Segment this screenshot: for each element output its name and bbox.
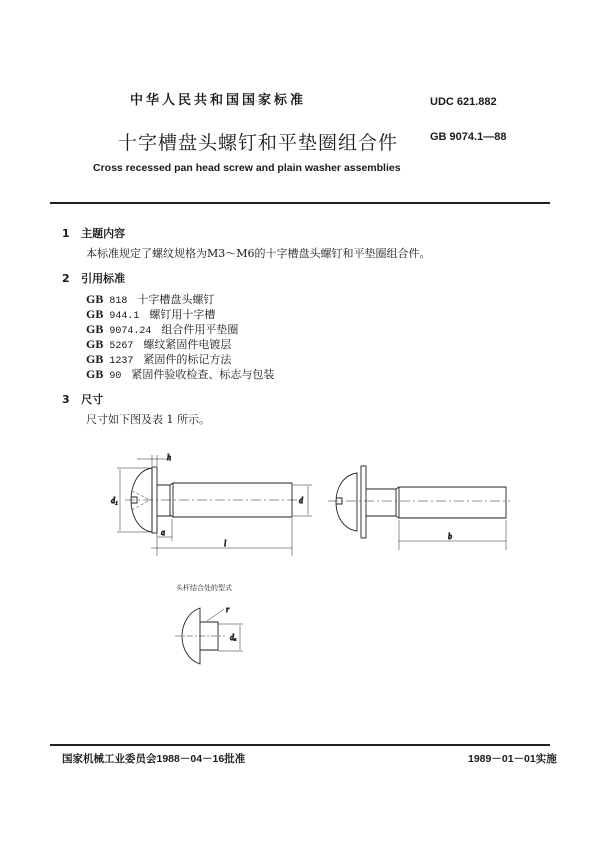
reference-item: GB 9074.24 组合件用平垫圈 — [86, 322, 239, 337]
reference-item: GB 5267 螺纹紧固件电镀层 — [86, 337, 232, 352]
dim-label-l: l — [224, 539, 227, 548]
reference-item: GB 90 紧固件验收检查、标志与包装 — [86, 367, 275, 382]
section-title: 引用标准 — [81, 272, 126, 285]
reference-item: GB 1237 紧固件的标记方法 — [86, 352, 232, 367]
dim-label-d: d — [299, 496, 303, 505]
udc-number: UDC 621.882 — [430, 96, 497, 108]
dim-label-r: r — [226, 605, 230, 614]
dim-label-da: dₐ — [230, 633, 237, 642]
section-number: 3 — [62, 393, 70, 406]
issuing-body: 中华人民共和国国家标准 — [130, 93, 307, 108]
reference-item: GB 944.1 螺钉用十字槽 — [86, 307, 216, 322]
footer-divider — [50, 744, 550, 746]
approval-info: 国家机械工业委员会1988－04－16批准 — [62, 753, 246, 765]
dim-label-b: b — [448, 532, 452, 541]
section-number: 1 — [62, 227, 70, 240]
standard-number: GB 9074.1—88 — [430, 131, 507, 143]
section-number: 2 — [62, 272, 70, 285]
reference-item: GB 818 十字槽盘头螺钉 — [86, 292, 215, 307]
screw-assembly-view — [117, 455, 312, 556]
section-1-text: 本标准规定了螺纹规格为M3～M6的十字槽盘头螺钉和平垫圈组合件。 — [86, 247, 431, 260]
dim-label-a: a — [161, 528, 165, 537]
dim-label-h: h — [167, 453, 171, 462]
section-3-text: 尺寸如下图及表 1 所示。 — [86, 413, 210, 426]
section-title: 尺寸 — [81, 393, 104, 406]
document-title: 十字槽盘头螺钉和平垫圈组合件 — [118, 132, 399, 154]
effective-date: 1989－01－01实施 — [468, 753, 557, 765]
section-title: 主题内容 — [81, 227, 126, 240]
english-title: Cross recessed pan head screw and plain washer assemblies — [93, 162, 401, 174]
dim-label-d1: d₁ — [111, 496, 118, 505]
detail-caption: 头杆结合处的型式 — [176, 584, 232, 592]
screw-view-with-washer — [328, 466, 510, 550]
